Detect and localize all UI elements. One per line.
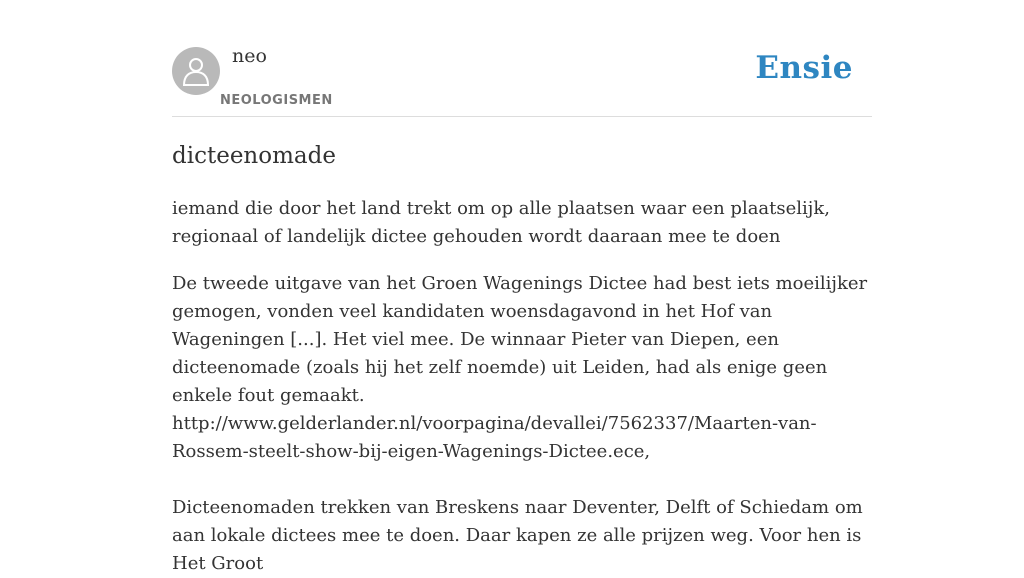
example-paragraph-2: Dicteenomaden trekken van Breskens naar Deventer, Delft of Schiedam om aan lokale dictees mee te doen. Daar kapen ze alle prijzen weg. Voor hen is Het Groot <box>172 496 863 574</box>
entry-card <box>172 0 872 578</box>
entry-definition: iemand die door het land trekt om op alle plaatsen waar een plaatselijk, regionaal of landelijk dictee gehouden wordt daaraan mee te doen <box>172 197 831 247</box>
category-label[interactable]: NEOLOGISMEN <box>220 93 333 108</box>
paragraph-spacer <box>172 466 872 494</box>
user-avatar[interactable] <box>172 47 220 95</box>
example-paragraph-1: De tweede uitgave van het Groen Wagenings Dictee had best iets moeilijker gemogen, vonden veel kandidaten woensdagavond in het Hof van Wageningen [...]. Het viel mee. De winnaar Pieter van Diepen, een dicteenomade (zoals hij het zelf noemde) uit Leiden, had als enige geen enkele fout gemaakt. <box>172 272 868 406</box>
example-source-url: http://www.gelderlander.nl/voorpagina/devallei/7562337/Maarten-van-Rossem-steelt-show-bij-eigen-Wagenings-Dictee.ece, <box>172 412 817 462</box>
user-avatar-icon <box>182 56 210 86</box>
entry-word-title: dicteenomade <box>172 143 336 169</box>
entry-example <box>172 270 872 578</box>
ensie-logo[interactable]: Ensie <box>755 50 853 86</box>
entry-header <box>172 0 872 117</box>
author-username-link[interactable]: neo <box>232 45 267 67</box>
